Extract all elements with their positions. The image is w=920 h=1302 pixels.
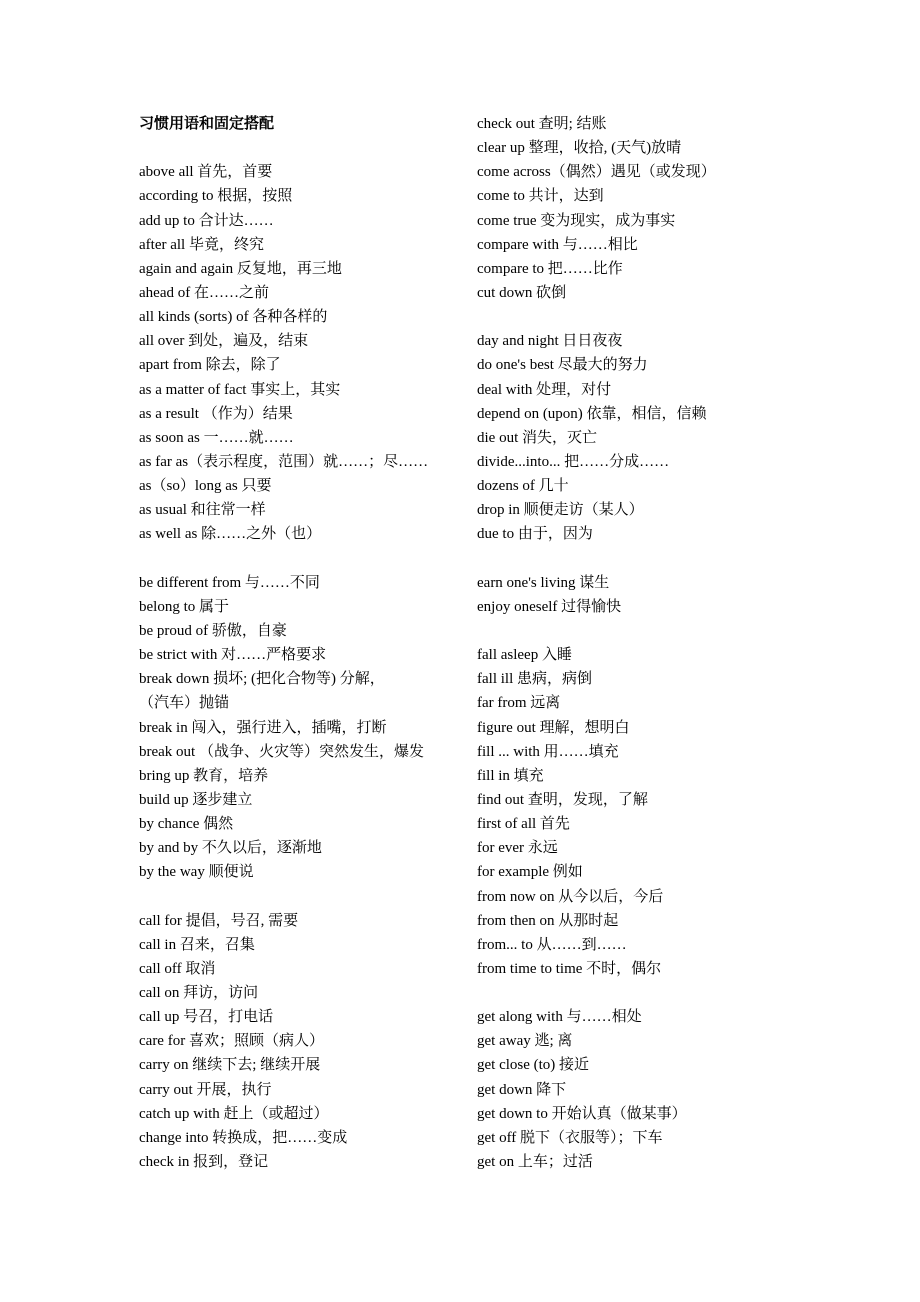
phrase-entry: get close (to) 接近 xyxy=(477,1057,590,1074)
phrase-entry: catch up with 赶上（或超过） xyxy=(139,1105,329,1122)
phrase-entry: deal with 处理，对付 xyxy=(477,381,612,398)
phrase-entry: as a matter of fact 事实上，其实 xyxy=(139,381,341,398)
phrase-entry: from... to 从……到…… xyxy=(477,936,627,953)
phrase-entry: from time to time 不时，偶尔 xyxy=(477,960,662,977)
phrase-entry: from then on 从那时起 xyxy=(477,912,619,929)
phrase-entry: call for 提倡，号召, 需要 xyxy=(139,912,299,929)
phrase-entry: get down to 开始认真（做某事） xyxy=(477,1105,687,1122)
phrase-entry: bring up 教育，培养 xyxy=(139,767,269,784)
page-title: 习惯用语和固定搭配 xyxy=(139,116,275,132)
phrase-entry: as usual 和往常一样 xyxy=(139,502,266,519)
phrase-entry: enjoy oneself 过得愉快 xyxy=(477,598,622,615)
phrase-entry: call in 召来，召集 xyxy=(139,936,255,953)
phrase-entry: come across（偶然）遇见（或发现） xyxy=(477,164,716,181)
phrase-entry: by and by 不久以后，逐渐地 xyxy=(139,840,322,857)
phrase-entry: for example 例如 xyxy=(477,864,583,881)
phrase-entry: get away 逃; 离 xyxy=(477,1033,573,1050)
phrase-entry: for ever 永远 xyxy=(477,840,558,857)
phrase-entry: carry out 开展，执行 xyxy=(139,1081,272,1098)
phrase-entry: get along with 与……相处 xyxy=(477,1009,642,1026)
phrase-entry: add up to 合计达…… xyxy=(139,212,274,229)
phrase-entry: call up 号召，打电话 xyxy=(139,1009,274,1026)
phrase-entry: break down 损坏; (把化合物等) 分解， xyxy=(139,671,385,688)
phrase-entry: due to 由于，因为 xyxy=(477,526,593,543)
phrase-entry: dozens of 几十 xyxy=(477,478,569,495)
blank-line xyxy=(477,547,777,571)
phrase-entry: depend on (upon) 依靠，相信，信赖 xyxy=(477,405,707,422)
phrase-entry: as far as（表示程度，范围）就……；尽…… xyxy=(139,453,429,470)
phrase-entry: come to 共计，达到 xyxy=(477,188,604,205)
phrase-entry: cut down 砍倒 xyxy=(477,284,567,301)
phrase-entry: according to 根据，按照 xyxy=(139,188,293,205)
phrase-entry: be proud of 骄傲，自豪 xyxy=(139,622,287,639)
phrase-entry: get off 脱下（衣服等）；下车 xyxy=(477,1129,663,1146)
phrase-entry: all over 到处，遍及，结束 xyxy=(139,333,309,350)
blank-line xyxy=(139,136,461,160)
phrase-entry: care for 喜欢；照顾（病人） xyxy=(139,1033,324,1050)
phrase-entry: apart from 除去，除了 xyxy=(139,357,281,374)
phrase-entry: as soon as 一……就…… xyxy=(139,429,294,446)
phrase-entry: divide...into... 把……分成…… xyxy=(477,453,670,470)
phrase-entry: compare to 把……比作 xyxy=(477,260,623,277)
phrase-entry: clear up 整理，收拾, (天气)放晴 xyxy=(477,140,682,157)
phrase-entry: build up 逐步建立 xyxy=(139,791,253,808)
phrase-entry: get down 降下 xyxy=(477,1081,567,1098)
phrase-entry: after all 毕竟，终究 xyxy=(139,236,264,253)
phrase-entry: as a result （作为）结果 xyxy=(139,405,293,422)
phrase-entry: find out 查明，发现，了解 xyxy=(477,791,648,808)
phrase-entry: earn one's living 谋生 xyxy=(477,574,610,591)
phrase-entry: （汽车）抛锚 xyxy=(139,695,230,712)
phrase-entry: be different from 与……不同 xyxy=(139,574,320,591)
phrase-entry: die out 消失，灭亡 xyxy=(477,429,597,446)
blank-line xyxy=(139,885,461,909)
phrase-entry: as well as 除……之外（也） xyxy=(139,526,322,543)
blank-line xyxy=(477,619,777,643)
phrase-entry: carry on 继续下去; 继续开展 xyxy=(139,1057,321,1074)
phrase-entry: again and again 反复地，再三地 xyxy=(139,260,342,277)
phrase-entry: get on 上车；过活 xyxy=(477,1154,593,1171)
blank-line xyxy=(139,547,461,571)
phrase-entry: fill in 填充 xyxy=(477,767,544,784)
right-column xyxy=(477,112,777,1174)
phrase-entry: change into 转换成，把……变成 xyxy=(139,1129,348,1146)
left-column xyxy=(139,112,461,1174)
phrase-entry: fill ... with 用……填充 xyxy=(477,743,619,760)
phrase-entry: come true 变为现实，成为事实 xyxy=(477,212,676,229)
phrase-entry: ahead of 在……之前 xyxy=(139,284,269,301)
phrase-entry: belong to 属于 xyxy=(139,598,229,615)
phrase-entry: fall ill 患病，病倒 xyxy=(477,671,592,688)
phrase-entry: fall asleep 入睡 xyxy=(477,647,572,664)
phrase-entry: above all 首先，首要 xyxy=(139,164,273,181)
phrase-entry: be strict with 对……严格要求 xyxy=(139,647,327,664)
phrase-entry: do one's best 尽最大的努力 xyxy=(477,357,648,374)
phrase-entry: break in 闯入，强行进入，插嘴，打断 xyxy=(139,719,387,736)
phrase-entry: check in 报到，登记 xyxy=(139,1154,269,1171)
phrase-entry: compare with 与……相比 xyxy=(477,236,638,253)
phrase-entry: all kinds (sorts) of 各种各样的 xyxy=(139,309,328,326)
phrase-entry: from now on 从今以后，今后 xyxy=(477,888,664,905)
phrase-entry: call off 取消 xyxy=(139,960,216,977)
phrase-entry: break out （战争、火灾等）突然发生，爆发 xyxy=(139,743,424,760)
phrase-entry: figure out 理解，想明白 xyxy=(477,719,630,736)
phrase-entry: by the way 顺便说 xyxy=(139,864,254,881)
phrase-entry: call on 拜访，访问 xyxy=(139,985,259,1002)
phrase-entry: check out 查明; 结账 xyxy=(477,116,607,132)
phrase-entry: day and night 日日夜夜 xyxy=(477,333,623,350)
phrase-entry: drop in 顺便走访（某人） xyxy=(477,502,644,519)
phrase-entry: first of all 首先 xyxy=(477,816,570,833)
blank-line xyxy=(477,305,777,329)
phrase-entry: by chance 偶然 xyxy=(139,816,234,833)
blank-line xyxy=(477,981,777,1005)
phrase-entry: as（so）long as 只要 xyxy=(139,478,272,495)
phrase-entry: far from 远离 xyxy=(477,695,561,712)
